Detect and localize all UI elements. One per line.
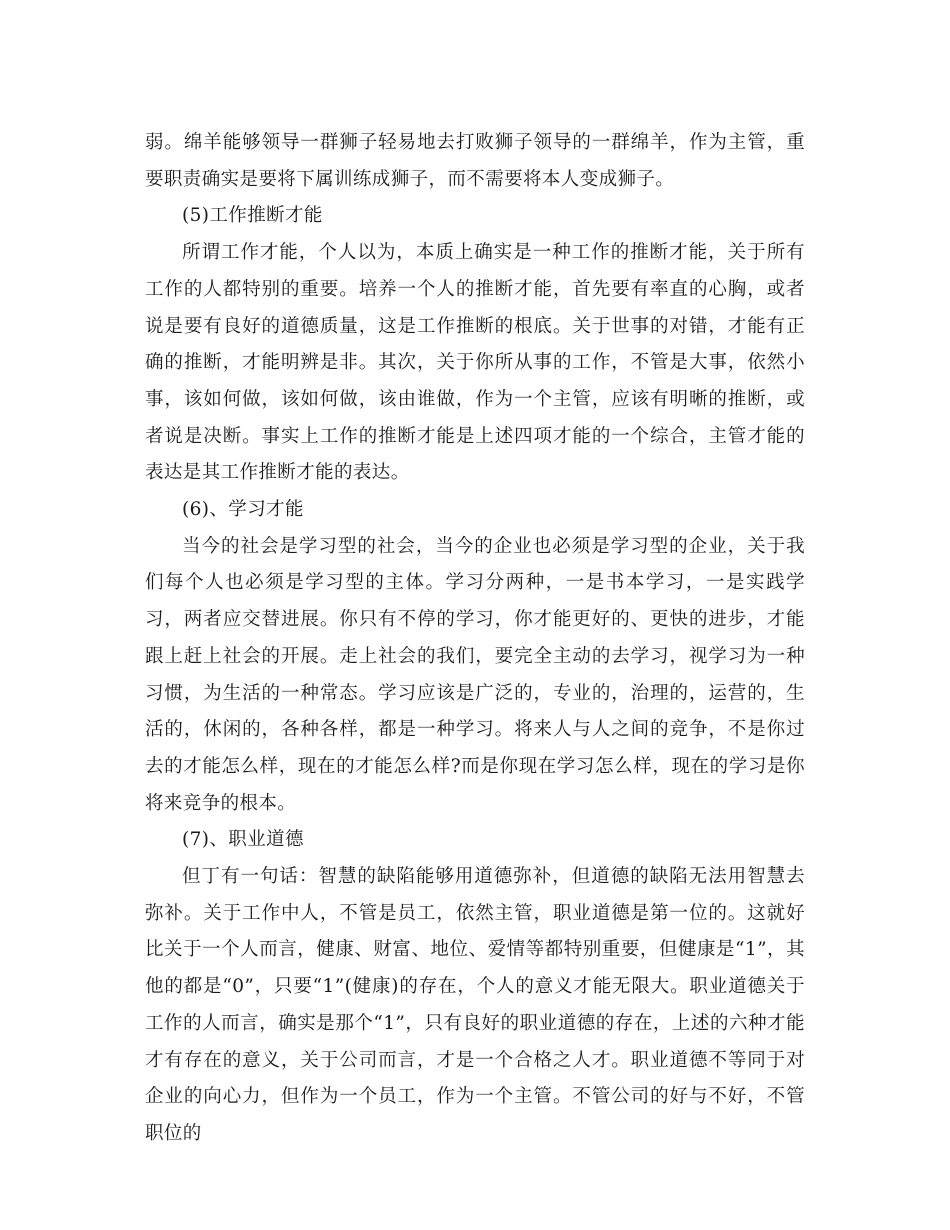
paragraph-learning-ability: 当今的社会是学习型的社会，当今的企业也必须是学习型的企业，关于我们每个人也必须是学习型的主体。学习分两种，一是书本学习，一是实践学习，两者应交替进展。你只有不停的学习，你才能更好的、更快的进步，才能跟上赶上社会的开展。走上社会的我们，要完全主动的去学习，视学习为一种习惯，为生活的一种常态。学习应该是广泛的，专业的，治理的，运营的，生活的，休闲的，各种各样，都是一种学习。将来人与人之间的竞争，不是你过去的才能怎么样，现在的才能怎么样?而是你现在学习怎么样，现在的学习是你将来竞争的根本。 <box>145 535 805 814</box>
paragraph-judgment-ability: 所谓工作才能，个人以为，本质上确实是一种工作的推断才能，关于所有工作的人都特别的重要。培养一个人的推断才能，首先要有率直的心胸，或者说是要有良好的道德质量，这是工作推断的根底。关于世事的对错，才能有正确的推断，才能明辨是非。其次，关于你所从事的工作，不管是大事，依然小事，该如何做，该如何做，该由谁做，作为一个主管，应该有明晰的推断，或者说是决断。事实上工作的推断才能是上述四项才能的一个综合，主管才能的表达是其工作推断才能的表达。 <box>145 242 805 484</box>
paragraph-continued: 弱。绵羊能够领导一群狮子轻易地去打败狮子领导的一群绵羊，作为主管，重要职责确实是要将下属训练成狮子，而不需要将本人变成狮子。 <box>145 132 805 190</box>
section-heading-5: (5)工作推断才能 <box>182 205 323 227</box>
section-heading-7: (7)、职业道德 <box>182 829 304 851</box>
section-heading-6: (6)、学习才能 <box>182 499 304 521</box>
paragraph-professional-ethics: 但丁有一句话：智慧的缺陷能够用道德弥补，但道德的缺陷无法用智慧去弥补。关于工作中人，不管是员工，依然主管，职业道德是第一位的。这就好比关于一个人而言，健康、财富、地位、爱情等都特别重要，但健康是“1”，其他的都是“0”，只要“1”(健康)的存在，个人的意义才能无限大。职业道德关于工作的人而言，确实是那个“1”，只有良好的职业道德的存在，上述的六种才能才有存在的意义，关于公司而言，才是一个合格之人才。职业道德不等同于对企业的向心力，但作为一个员工，作为一个主管。不管公司的好与不好，不管职位的 <box>145 866 805 1144</box>
document-body <box>145 125 805 1153</box>
